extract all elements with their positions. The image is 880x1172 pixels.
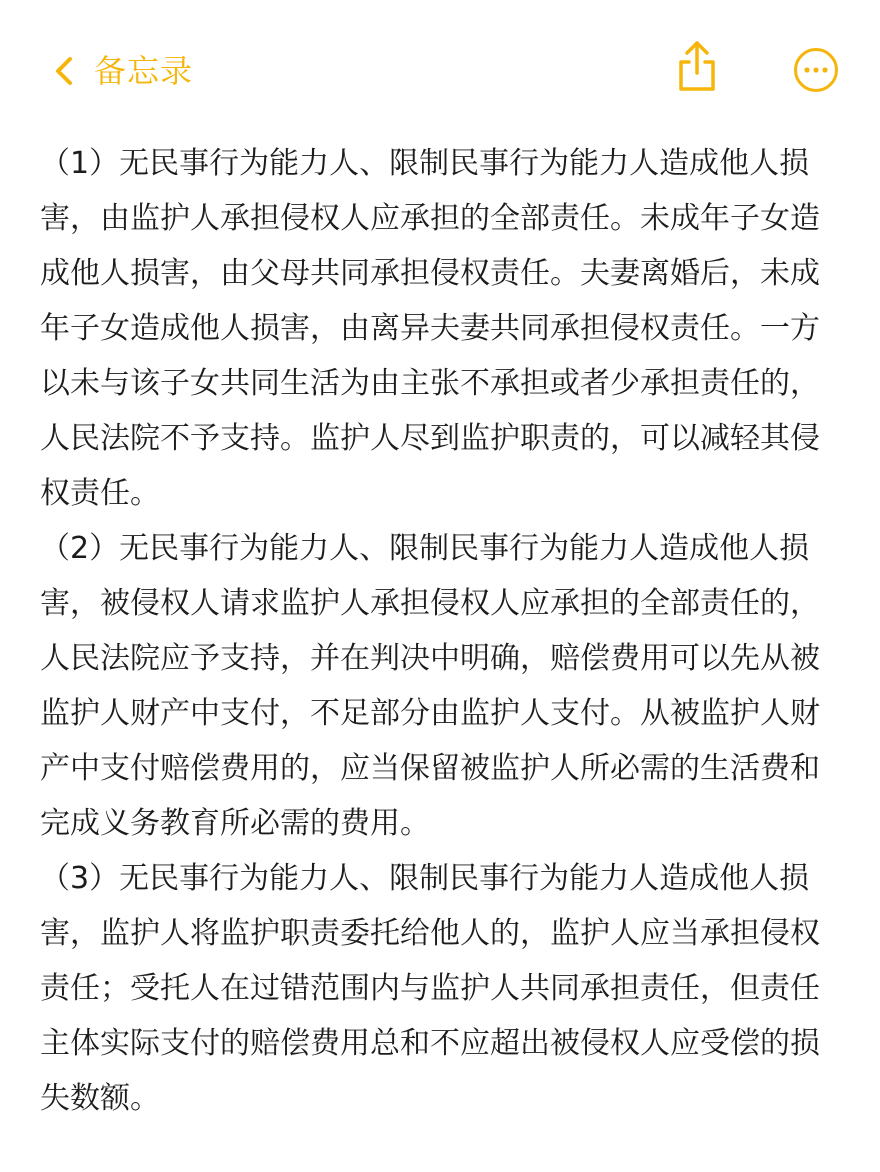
back-button[interactable] bbox=[50, 46, 193, 96]
share-button[interactable] bbox=[672, 38, 722, 96]
note-paragraph-2: （2）无民事行为能力人、限制民事行为能力人造成他人损害，被侵权人请求监护人承担侵权人应承担的全部责任的，人民法院应予支持，并在判决中明确，赔偿费用可以先从被监护人财产中支付，不足部分由监护人支付。从被监护人财产中支付赔偿费用的，应当保留被监护人所必需的生活费和完成义务教育所必需的费用。 bbox=[40, 531, 820, 841]
ellipsis-circle-icon bbox=[793, 47, 839, 93]
note-paragraph-3: （3）无民事行为能力人、限制民事行为能力人造成他人损害，监护人将监护职责委托给他人的，监护人应当承担侵权责任；受托人在过错范围内与监护人共同承担责任，但责任主体实际支付的赔偿费用总和不应超出被侵权人应受偿的损失数额。 bbox=[40, 861, 820, 1116]
share-icon bbox=[672, 38, 722, 96]
navigation-bar bbox=[0, 0, 880, 140]
chevron-left-icon bbox=[50, 56, 80, 86]
more-button[interactable] bbox=[793, 47, 839, 93]
note-paragraph-1: （1）无民事行为能力人、限制民事行为能力人造成他人损害，由监护人承担侵权人应承担的全部责任。未成年子女造成他人损害，由父母共同承担侵权责任。夫妻离婚后，未成年子女造成他人损害，由离异夫妻共同承担侵权责任。一方以未与该子女共同生活为由主张不承担或者少承担责任的，人民法院不予支持。监护人尽到监护职责的，可以减轻其侵权责任。 bbox=[40, 146, 820, 511]
note-body[interactable] bbox=[40, 136, 840, 1126]
back-label: 备忘录 bbox=[94, 52, 194, 90]
